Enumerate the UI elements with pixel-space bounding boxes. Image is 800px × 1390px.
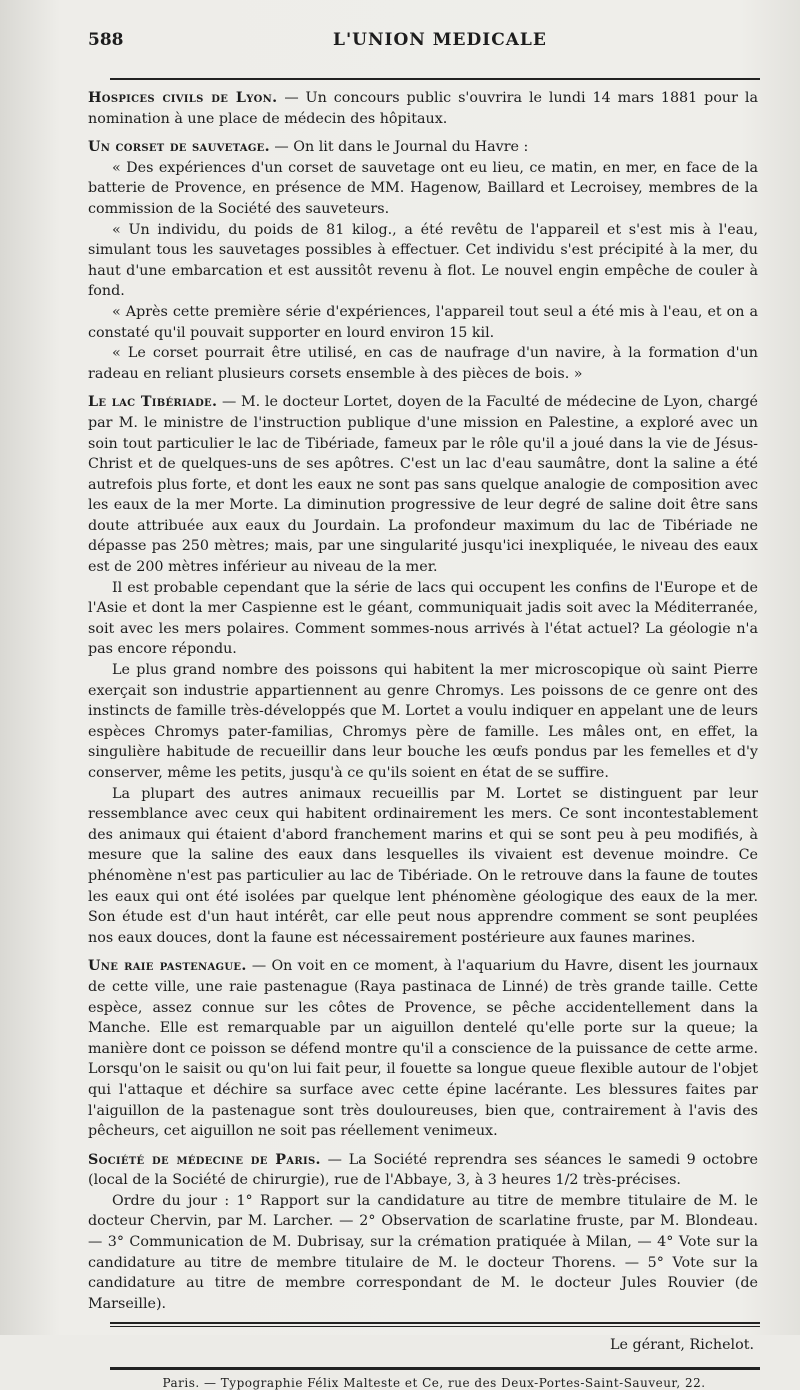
section-heading: Une raie pastenague.	[88, 958, 247, 975]
section-hospices	[88, 88, 758, 129]
paragraph: « Un individu, du poids de 81 kilog., a été revêtu de l'appareil et s'est mis à l'eau, simulant tous les sauvetages possibles à effectuer. Cet individu s'est précipité à la mer, du haut d'une embarcation et est aussitôt revenu à flot. Le nouvel engin empêche de couler à fond.	[88, 221, 758, 300]
paragraph: Le plus grand nombre des poissons qui habitent la mer microscopique où saint Pierre exerçait son industrie appartiennent au genre Chromys. Les poissons de ce genre ont des instincts de famille très-développés que M. Lortet a voulu indiquer en appelant une de leurs espèces Chromys pater-familias, Chromys père de famille. Les mâles ont, en effet, la singulière habitude de recueillir dans leur bouche les œufs pondus par les femelles et d'y conserver, même les petits, jusqu'à ce qu'ils soient en état de se suffire.	[88, 662, 758, 781]
section-societe	[88, 1150, 758, 1191]
section-heading: Le lac Tibériade.	[88, 394, 218, 411]
closing-rule-thin	[110, 1326, 760, 1327]
paragraph: « Le corset pourrait être utilisé, en cas de naufrage d'un navire, à la formation d'un radeau en reliant plusieurs corsets ensemble à des pièces de bois. »	[88, 345, 758, 382]
paragraph: Il est probable cependant que la série de lacs qui occupent les confins de l'Europe et de l'Asie et dont la mer Caspienne est le géant, communiquait jadis soit avec la Méditerranée, soit avec les mers polaires. Comment sommes-nous arrivés à l'état actuel? La géologie n'a pas encore répondu.	[88, 579, 758, 658]
paragraph: « Après cette première série d'expériences, l'appareil tout seul a été mis à l'eau, et on a constaté qu'il pouvait supporter en lourd environ 15 kil.	[88, 303, 758, 341]
section-heading: Hospices civils de Lyon.	[88, 90, 278, 106]
article-body	[88, 88, 758, 1314]
closing-rule	[110, 1322, 760, 1324]
header-rule	[110, 78, 760, 80]
page-number: 588	[88, 30, 124, 50]
section-heading: Un corset de sauvetage.	[88, 139, 270, 156]
page-header	[88, 22, 758, 56]
paragraph: « Des expériences d'un corset de sauvetage ont eu lieu, ce matin, en mer, en face de la batterie de Provence, en présence de MM. Hagenow, Baillard et Lecroisey, membres de la commission de la Société des sauveteurs.	[88, 159, 758, 217]
paragraph: Ordre du jour : 1° Rapport sur la candidature au titre de membre titulaire de M. le docteur Chervin, par M. Larcher. — 2° Observation de scarlatine fruste, par M. Blondeau. — 3° Communication de M. Dubrisay, sur la crémation pratiquée à Milan, — 4° Vote sur la candidature au titre de membre titulaire de M. le docteur Thorens. — 5° Vote sur la candidature au titre de membre correspondant de M. le docteur Jules Rouvier (de Marseille).	[88, 1192, 758, 1312]
section-text: — M. le docteur Lortet, doyen de la Faculté de médecine de Lyon, chargé par M. le ministre de l'instruction publique d'une mission en Palestine, a exploré avec un soin tout particulier le lac de Tibériade, fameux par le rôle qu'il a joué dans la vie de Jésus-Christ et de quelques-uns de ses apôtres. C'est un lac d'eau saumâtre, dont la saline a été autrefois plus forte, et dont les eaux ne sont pas sans quelque analogie de composition avec les eaux de la mer Morte. La diminution progressive de leur degré de saline doit être sans doute attribuée aux eaux du Jourdain. La profondeur maximum du lac de Tibériade ne dépasse pas 250 mètres; mais, par une singularité jusqu'ici inexpliquée, le niveau des eaux est de 200 mètres inférieur au niveau de la mer.	[88, 394, 758, 576]
section-tiberiade	[88, 392, 758, 577]
section-text: — Un concours public s'ouvrira le lundi 14 mars 1881 pour la nomination à une place de médecin des hôpitaux.	[88, 90, 759, 127]
journal-title: L'UNION MEDICALE	[333, 30, 547, 50]
signature: Le gérant, Richelot.	[610, 1337, 754, 1354]
imprint: Paris. — Typographie Félix Malteste et Ce, rue des Deux-Portes-Saint-Sauveur, 22.	[162, 1376, 706, 1390]
section-corset	[88, 137, 758, 158]
section-heading: Société de médecine de Paris.	[88, 1151, 321, 1168]
section-raie	[88, 956, 758, 1141]
footer-rule	[110, 1367, 760, 1370]
section-text: — On voit en ce moment, à l'aquarium du Havre, disent les journaux de cette ville, une raie pastenague (Raya pastinaca de Linné) de très grande taille. Cette espèce, assez connue sur les côtes de Provence, se pêche accidentellement dans la Manche. Elle est remarquable par un aiguillon dentelé qu'elle porte sur la queue; la manière dont ce poisson se défend montre qu'il a conscience de la puissance de cette arme. Lorsqu'on le saisit ou qu'on lui fait peur, il fouette sa longue queue flexible autour de l'objet qui l'attaque et déchire sa surface avec cette épine lacérante. Les blessures faites par l'aiguillon de la pastenague sont très douloureuses, bien que, contrairement à l'avis des pêcheurs, cet aiguillon ne soit pas réellement venimeux.	[88, 958, 758, 1140]
paragraph: La plupart des autres animaux recueillis par M. Lortet se distinguent par leur ressemblance avec ceux qui habitent ordinairement les mers. Ce sont incontestablement des animaux qui étaient d'abord franchement marins et qui se sont peu à peu modifiés, à mesure que la saline des eaux dans lesquelles ils vivaient est devenue moindre. Ce phénomène n'est pas particulier au lac de Tibériade. On le retrouve dans la faune de toutes les eaux qui ont été isolées par quelque lent phénomène géologique des eaux de la mer. Son étude est d'un haut intérêt, car elle peut nous apprendre comment se sont peuplées nos eaux douces, dont la faune est nécessairement postérieure aux faunes marines.	[88, 785, 758, 946]
section-text: — La Société reprendra ses séances le samedi 9 octobre (local de la Société de chirurgie), rue de l'Abbaye, 3, à 3 heures 1/2 très-précises.	[88, 1151, 759, 1189]
section-text: — On lit dans le Journal du Havre :	[269, 139, 529, 156]
